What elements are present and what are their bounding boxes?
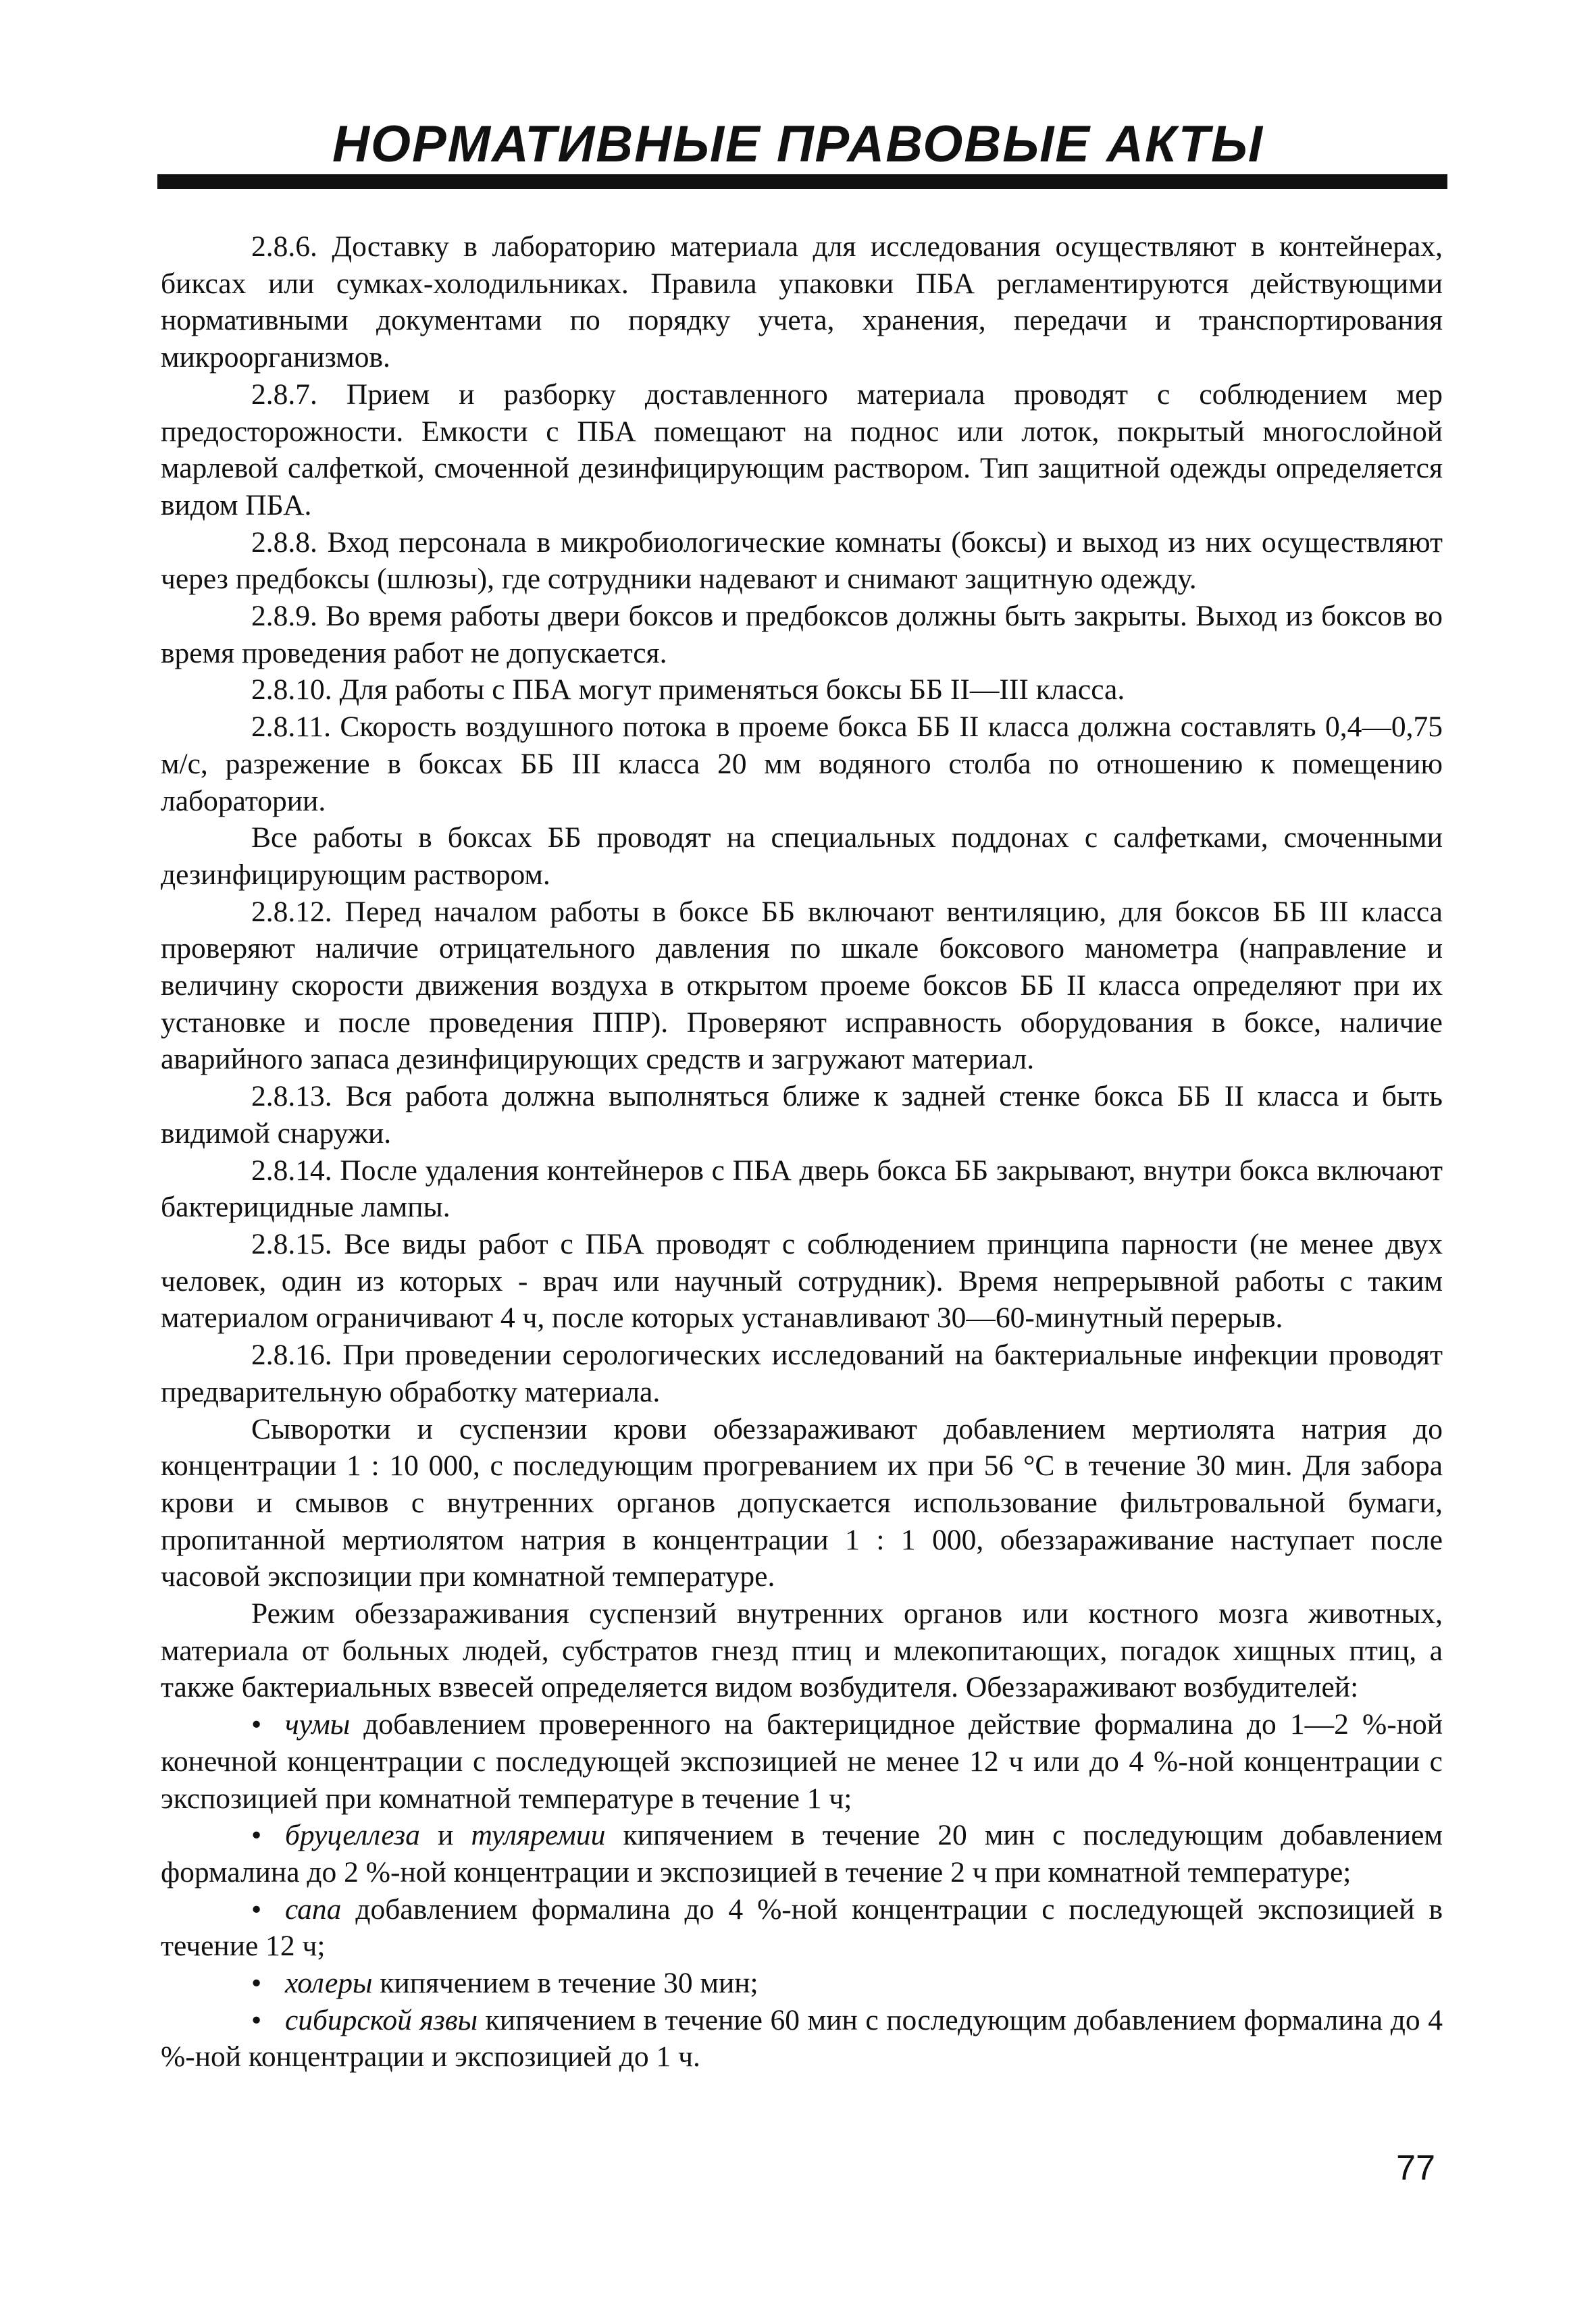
paragraph-2-8-14: 2.8.14. После удаления контейнеров с ПБА дверь бокса ББ закрывают, внутри бокса включают бактерицидные лампы.	[161, 1154, 1443, 1224]
page-number: 77	[1396, 2149, 1435, 2188]
bullet-item-cholera	[161, 1965, 1443, 2002]
bullet-icon: •	[251, 1708, 262, 1741]
pathogen-name: туляремии	[471, 1819, 606, 1852]
paragraph-2-8-16: 2.8.16. При проведении серологических исследований на бактериальные инфекции проводят предварительную обработку материала.	[161, 1339, 1443, 1408]
paragraph-2-8-7: 2.8.7. Прием и разборку доставленного материала проводят с соблюдением мер предосторожности. Емкости с ПБА помещают на поднос или лоток, покрытый многослойной марлевой салфеткой, смоченной дезинфицирующим раствором. Тип защитной одежды определяется видом ПБА.	[161, 378, 1443, 521]
pathogen-name: бруцеллеза	[285, 1819, 420, 1852]
page-header-title: НОРМАТИВНЫЕ ПРАВОВЫЕ АКТЫ	[332, 115, 1264, 173]
paragraph-serum-disinfection: Сыворотки и суспензии крови обеззараживают добавлением мертиолята натрия до концентрации 1 : 10 000, с последующим прогреванием их при 56 °С в течение 30 мин. Для забора крови и смывов с внутренних органов допускается использование фильтровальной бумаги, пропитанной мертиолятом натрия в концентрации 1 : 1 000, обеззараживание наступает после часовой экспозиции при комнатной температуре.	[161, 1412, 1443, 1593]
paragraph-2-8-13: 2.8.13. Вся работа должна выполняться ближе к задней стенке бокса ББ II класса и быть видимой снаружи.	[161, 1080, 1443, 1150]
bullet-connector: и	[419, 1819, 471, 1852]
paragraph-2-8-9: 2.8.9. Во время работы двери боксов и предбоксов должны быть закрыты. Выход из боксов во время проведения работ не допускается.	[161, 600, 1443, 669]
paragraph-disinfection-mode: Режим обеззараживания суспензий внутренних органов или костного мозга животных, материала от больных людей, субстратов гнезд птиц и млекопитающих, погадок хищных птиц, а также бактериальных взвесей определяется видом возбудителя. Обеззараживают возбудителей:	[161, 1597, 1443, 1704]
bullet-item-plague	[161, 1706, 1443, 1817]
pathogen-name: холеры	[285, 1967, 373, 2000]
pathogen-name: сапа	[285, 1893, 342, 1926]
paragraph-bb-trays: Все работы в боксах ББ проводят на специальных поддонах с салфетками, смоченными дезинфицирующим раствором.	[161, 821, 1443, 891]
paragraph-2-8-15: 2.8.15. Все виды работ с ПБА проводят с соблюдением принципа парности (не менее двух человек, один из которых - врач или научный сотрудник). Время непрерывной работы с таким материалом ограничивают 4 ч, после которых устанавливают 30—60-минутный перерыв.	[161, 1227, 1443, 1335]
bullet-text: кипячением в течение 60 мин с последующим добавлением формалина до 4 %-ной концентрации и экспозицией до 1 ч.	[161, 2003, 1443, 2074]
bullet-item-glanders	[161, 1891, 1443, 1965]
paragraph-2-8-10: 2.8.10. Для работы с ПБА могут применяться боксы ББ II—III класса.	[251, 673, 1125, 706]
pathogen-name: сибирской язвы	[285, 2003, 478, 2036]
paragraph-2-8-6: 2.8.6. Доставку в лабораторию материала для исследования осуществляют в контейнерах, биксах или сумках-холодильниках. Правила упаковки ПБА регламентируются действующими нормативными документами по порядку учета, хранения, передачи и транспортирования микроорганизмов.	[161, 230, 1443, 374]
bullet-icon: •	[251, 1967, 262, 2000]
bullet-item-brucellosis	[161, 1817, 1443, 1891]
paragraph-2-8-8: 2.8.8. Вход персонала в микробиологические комнаты (боксы) и выход из них осуществляют через предбоксы (шлюзы), где сотрудники надевают и снимают защитную одежду.	[161, 525, 1443, 596]
bullet-icon: •	[251, 1893, 262, 1926]
document-body	[161, 228, 1443, 2076]
bullet-icon: •	[251, 2003, 262, 2036]
bullet-text: кипячением в течение 20 мин с последующим добавлением формалина до 2 %-ной концентрации и экспозицией в течение 2 ч при комнатной температуре;	[161, 1819, 1443, 1888]
pathogen-name: чумы	[285, 1708, 351, 1741]
bullet-text: добавлением проверенного на бактерицидное действие формалина до 1—2 %-ной конечной концентрации с последующей экспозицией не менее 12 ч или до 4 %-ной концентрации с экспозицией при комнатной температуре в течение 1 ч;	[161, 1708, 1443, 1815]
bullet-item-anthrax	[161, 2002, 1443, 2076]
header-rule	[157, 174, 1447, 189]
paragraph-2-8-11: 2.8.11. Скорость воздушного потока в проеме бокса ББ II класса должна составлять 0,4—0,75 м/с, разрежение в боксах ББ III класса 20 мм водяного столба по отношению к помещению лаборатории.	[161, 711, 1443, 817]
paragraph-2-8-12: 2.8.12. Перед началом работы в боксе ББ включают вентиляцию, для боксов ББ III класса проверяют наличие отрицательного давления по шкале боксового манометра (направление и величину скорости движения воздуха в открытом проеме боксов ББ II класса определяют при их установке и после проведения ППР). Проверяют исправность оборудования в боксе, наличие аварийного запаса дезинфицирующих средств и загружают материал.	[161, 895, 1443, 1076]
bullet-text: добавлением формалина до 4 %-ной концентрации с последующей экспозицией в течение 12 ч;	[161, 1893, 1443, 1963]
bullet-icon: •	[251, 1819, 262, 1852]
bullet-text: кипячением в течение 30 мин;	[372, 1967, 758, 2000]
